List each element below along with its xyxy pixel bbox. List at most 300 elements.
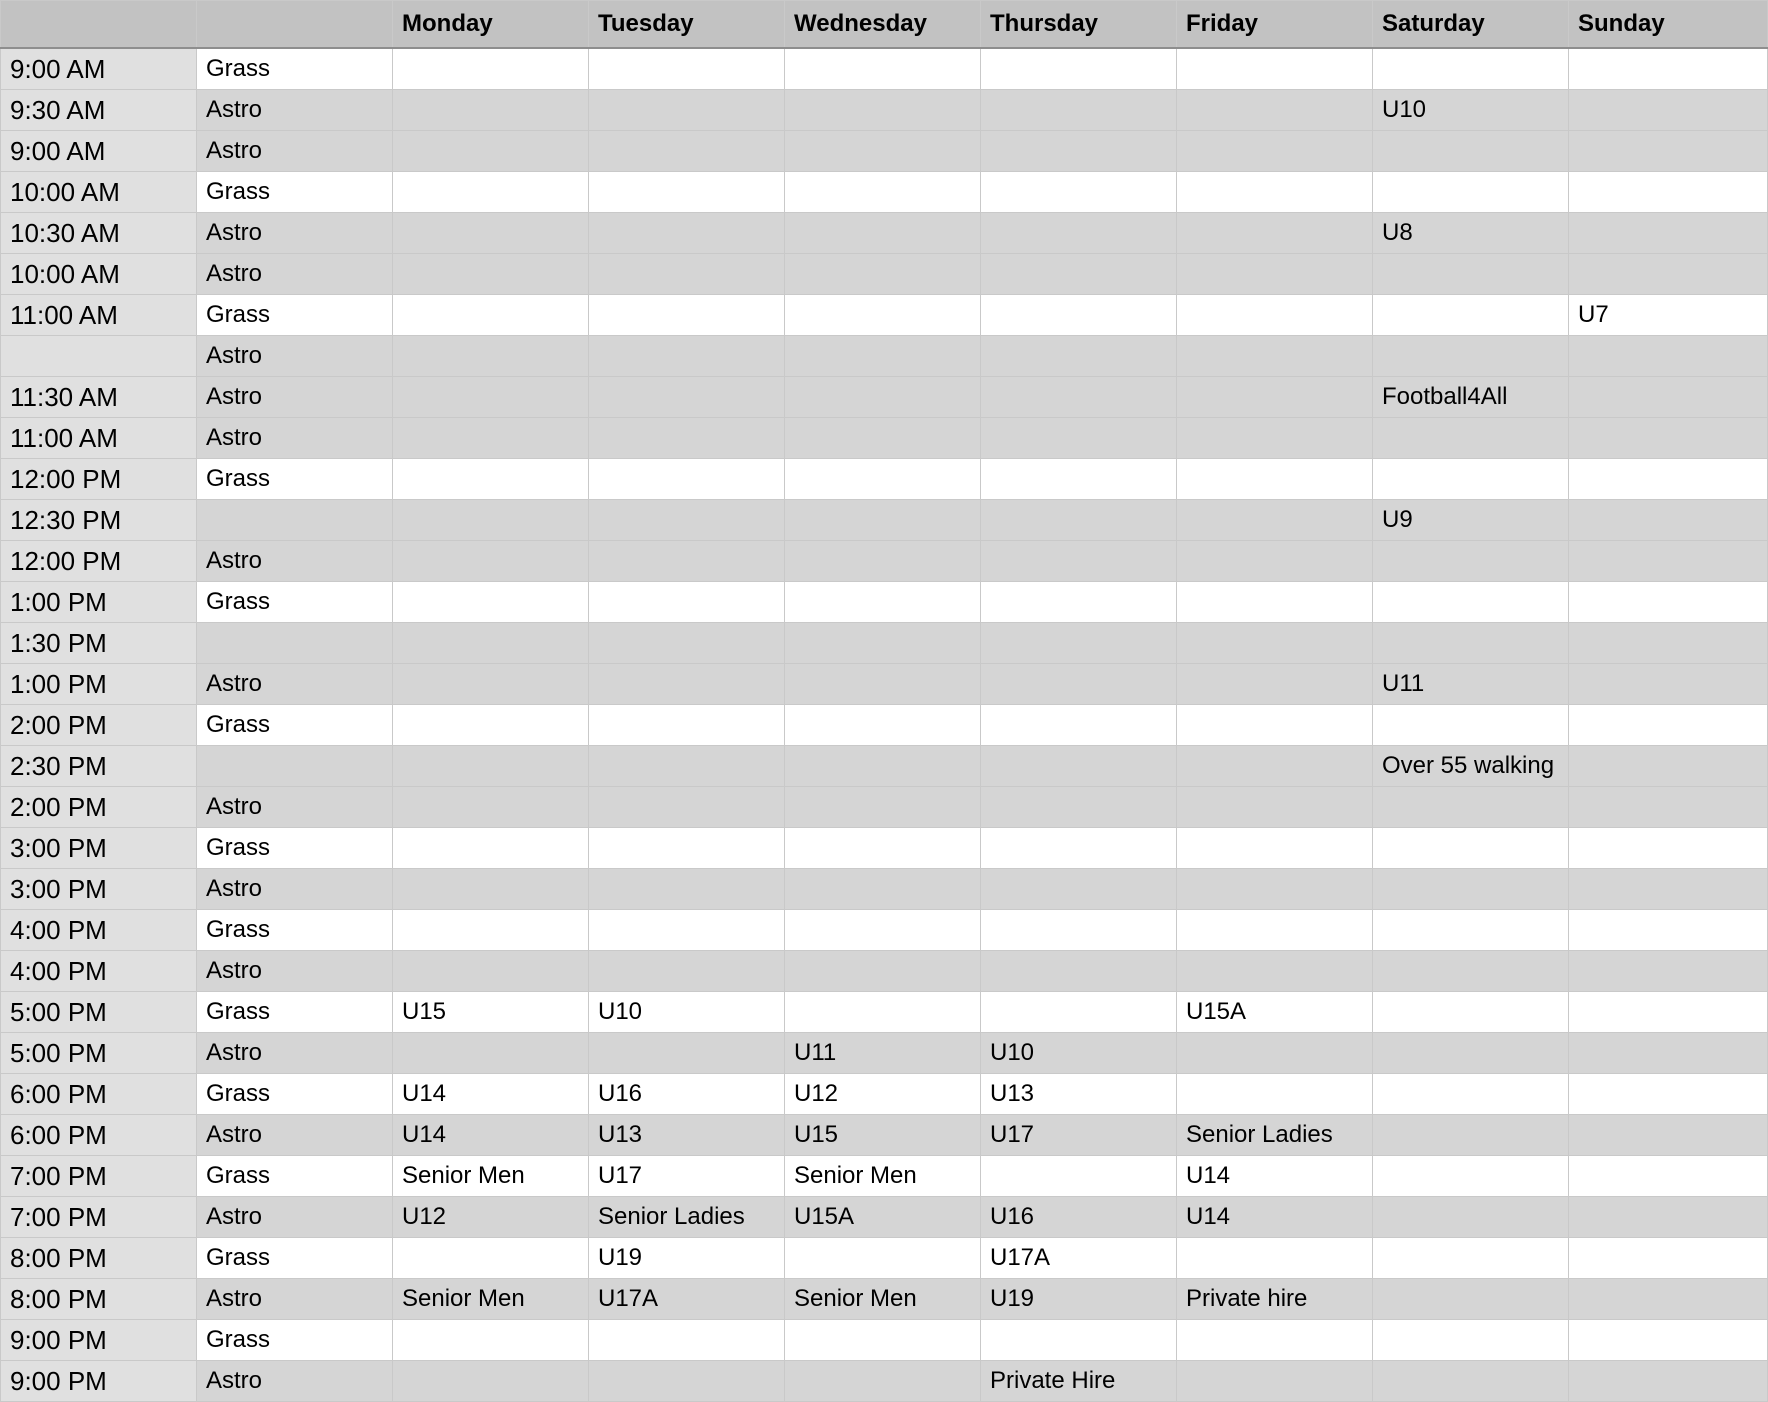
cell-monday[interactable] xyxy=(393,664,589,705)
cell-sunday[interactable] xyxy=(1569,541,1768,582)
cell-tuesday[interactable] xyxy=(589,254,785,295)
time-cell[interactable]: 1:30 PM xyxy=(1,623,197,664)
cell-friday[interactable]: Senior Ladies xyxy=(1177,1115,1373,1156)
pitch-cell[interactable]: Astro xyxy=(197,1033,393,1074)
cell-saturday[interactable] xyxy=(1373,1115,1569,1156)
time-cell[interactable]: 1:00 PM xyxy=(1,664,197,705)
cell-saturday[interactable] xyxy=(1373,951,1569,992)
cell-thursday[interactable] xyxy=(981,418,1177,459)
cell-friday[interactable] xyxy=(1177,172,1373,213)
cell-tuesday[interactable] xyxy=(589,418,785,459)
cell-monday[interactable] xyxy=(393,377,589,418)
pitch-cell[interactable]: Astro xyxy=(197,869,393,910)
cell-thursday[interactable] xyxy=(981,254,1177,295)
cell-friday[interactable] xyxy=(1177,664,1373,705)
time-cell[interactable]: 4:00 PM xyxy=(1,910,197,951)
pitch-cell[interactable]: Astro xyxy=(197,131,393,172)
cell-friday[interactable] xyxy=(1177,1320,1373,1361)
cell-sunday[interactable] xyxy=(1569,459,1768,500)
cell-friday[interactable] xyxy=(1177,90,1373,131)
cell-monday[interactable]: Senior Men xyxy=(393,1156,589,1197)
time-cell[interactable]: 2:00 PM xyxy=(1,705,197,746)
cell-monday[interactable] xyxy=(393,1033,589,1074)
cell-monday[interactable] xyxy=(393,1238,589,1279)
cell-saturday[interactable] xyxy=(1373,1279,1569,1320)
cell-tuesday[interactable] xyxy=(589,705,785,746)
cell-monday[interactable]: U14 xyxy=(393,1115,589,1156)
cell-wednesday[interactable] xyxy=(785,992,981,1033)
cell-sunday[interactable] xyxy=(1569,1197,1768,1238)
time-cell[interactable]: 1:00 PM xyxy=(1,582,197,623)
cell-sunday[interactable] xyxy=(1569,992,1768,1033)
cell-wednesday[interactable] xyxy=(785,377,981,418)
cell-tuesday[interactable] xyxy=(589,172,785,213)
cell-thursday[interactable] xyxy=(981,746,1177,787)
cell-wednesday[interactable] xyxy=(785,172,981,213)
cell-friday[interactable] xyxy=(1177,705,1373,746)
cell-sunday[interactable] xyxy=(1569,1074,1768,1115)
cell-saturday[interactable] xyxy=(1373,1361,1569,1402)
cell-tuesday[interactable] xyxy=(589,213,785,254)
cell-thursday[interactable] xyxy=(981,787,1177,828)
cell-tuesday[interactable] xyxy=(589,869,785,910)
cell-friday[interactable] xyxy=(1177,1074,1373,1115)
cell-wednesday[interactable] xyxy=(785,910,981,951)
time-cell[interactable]: 11:00 AM xyxy=(1,295,197,336)
cell-friday[interactable] xyxy=(1177,1033,1373,1074)
time-cell[interactable]: 12:00 PM xyxy=(1,541,197,582)
cell-friday[interactable]: Private hire xyxy=(1177,1279,1373,1320)
cell-thursday[interactable]: U13 xyxy=(981,1074,1177,1115)
cell-sunday[interactable] xyxy=(1569,951,1768,992)
cell-saturday[interactable] xyxy=(1373,1074,1569,1115)
time-cell[interactable]: 9:30 AM xyxy=(1,90,197,131)
header-thursday[interactable]: Thursday xyxy=(981,1,1177,49)
cell-thursday[interactable] xyxy=(981,336,1177,377)
pitch-cell[interactable]: Astro xyxy=(197,664,393,705)
cell-tuesday[interactable] xyxy=(589,131,785,172)
cell-monday[interactable] xyxy=(393,131,589,172)
cell-sunday[interactable] xyxy=(1569,869,1768,910)
pitch-cell[interactable]: Grass xyxy=(197,705,393,746)
cell-friday[interactable] xyxy=(1177,459,1373,500)
pitch-cell[interactable]: Grass xyxy=(197,295,393,336)
cell-saturday[interactable] xyxy=(1373,295,1569,336)
cell-friday[interactable] xyxy=(1177,336,1373,377)
cell-monday[interactable] xyxy=(393,623,589,664)
cell-sunday[interactable] xyxy=(1569,1361,1768,1402)
cell-thursday[interactable] xyxy=(981,582,1177,623)
cell-saturday[interactable] xyxy=(1373,582,1569,623)
cell-monday[interactable] xyxy=(393,910,589,951)
cell-tuesday[interactable] xyxy=(589,664,785,705)
cell-sunday[interactable] xyxy=(1569,1320,1768,1361)
cell-wednesday[interactable] xyxy=(785,213,981,254)
cell-sunday[interactable] xyxy=(1569,705,1768,746)
cell-friday[interactable] xyxy=(1177,418,1373,459)
cell-thursday[interactable] xyxy=(981,869,1177,910)
cell-monday[interactable] xyxy=(393,48,589,90)
header-saturday[interactable]: Saturday xyxy=(1373,1,1569,49)
pitch-cell[interactable]: Astro xyxy=(197,1279,393,1320)
pitch-cell[interactable]: Grass xyxy=(197,459,393,500)
cell-friday[interactable] xyxy=(1177,48,1373,90)
cell-tuesday[interactable] xyxy=(589,48,785,90)
cell-thursday[interactable] xyxy=(981,910,1177,951)
pitch-cell[interactable]: Grass xyxy=(197,48,393,90)
cell-wednesday[interactable] xyxy=(785,459,981,500)
cell-monday[interactable] xyxy=(393,1320,589,1361)
time-cell[interactable]: 12:00 PM xyxy=(1,459,197,500)
cell-sunday[interactable] xyxy=(1569,377,1768,418)
cell-saturday[interactable] xyxy=(1373,869,1569,910)
time-cell[interactable]: 3:00 PM xyxy=(1,869,197,910)
cell-monday[interactable] xyxy=(393,869,589,910)
cell-sunday[interactable] xyxy=(1569,623,1768,664)
cell-sunday[interactable] xyxy=(1569,746,1768,787)
cell-saturday[interactable]: U11 xyxy=(1373,664,1569,705)
cell-sunday[interactable] xyxy=(1569,500,1768,541)
cell-saturday[interactable] xyxy=(1373,1156,1569,1197)
cell-friday[interactable] xyxy=(1177,787,1373,828)
cell-monday[interactable]: Senior Men xyxy=(393,1279,589,1320)
cell-monday[interactable] xyxy=(393,828,589,869)
time-cell[interactable] xyxy=(1,336,197,377)
cell-tuesday[interactable] xyxy=(589,582,785,623)
cell-thursday[interactable] xyxy=(981,705,1177,746)
cell-thursday[interactable] xyxy=(981,541,1177,582)
time-cell[interactable]: 9:00 PM xyxy=(1,1320,197,1361)
pitch-cell[interactable]: Grass xyxy=(197,1320,393,1361)
cell-tuesday[interactable]: U16 xyxy=(589,1074,785,1115)
cell-friday[interactable] xyxy=(1177,500,1373,541)
cell-thursday[interactable] xyxy=(981,992,1177,1033)
cell-thursday[interactable] xyxy=(981,459,1177,500)
cell-sunday[interactable] xyxy=(1569,336,1768,377)
time-cell[interactable]: 2:30 PM xyxy=(1,746,197,787)
cell-wednesday[interactable]: Senior Men xyxy=(785,1156,981,1197)
cell-sunday[interactable] xyxy=(1569,131,1768,172)
cell-saturday[interactable] xyxy=(1373,705,1569,746)
cell-friday[interactable] xyxy=(1177,377,1373,418)
time-cell[interactable]: 5:00 PM xyxy=(1,1033,197,1074)
cell-friday[interactable] xyxy=(1177,1238,1373,1279)
header-wednesday[interactable]: Wednesday xyxy=(785,1,981,49)
time-cell[interactable]: 6:00 PM xyxy=(1,1115,197,1156)
cell-friday[interactable] xyxy=(1177,541,1373,582)
cell-wednesday[interactable]: U12 xyxy=(785,1074,981,1115)
cell-saturday[interactable] xyxy=(1373,828,1569,869)
time-cell[interactable]: 8:00 PM xyxy=(1,1238,197,1279)
cell-wednesday[interactable] xyxy=(785,623,981,664)
cell-wednesday[interactable] xyxy=(785,254,981,295)
cell-wednesday[interactable] xyxy=(785,131,981,172)
cell-saturday[interactable] xyxy=(1373,1197,1569,1238)
cell-sunday[interactable] xyxy=(1569,48,1768,90)
cell-saturday[interactable] xyxy=(1373,418,1569,459)
cell-tuesday[interactable] xyxy=(589,500,785,541)
cell-sunday[interactable] xyxy=(1569,910,1768,951)
cell-tuesday[interactable] xyxy=(589,1033,785,1074)
cell-saturday[interactable] xyxy=(1373,336,1569,377)
cell-saturday[interactable] xyxy=(1373,1238,1569,1279)
pitch-cell[interactable]: Astro xyxy=(197,1361,393,1402)
cell-saturday[interactable]: U10 xyxy=(1373,90,1569,131)
header-tuesday[interactable]: Tuesday xyxy=(589,1,785,49)
time-cell[interactable]: 10:00 AM xyxy=(1,254,197,295)
cell-thursday[interactable] xyxy=(981,951,1177,992)
pitch-cell[interactable]: Grass xyxy=(197,582,393,623)
pitch-cell[interactable]: Astro xyxy=(197,418,393,459)
time-cell[interactable]: 11:00 AM xyxy=(1,418,197,459)
cell-sunday[interactable] xyxy=(1569,1115,1768,1156)
time-cell[interactable]: 12:30 PM xyxy=(1,500,197,541)
cell-tuesday[interactable]: U17A xyxy=(589,1279,785,1320)
cell-tuesday[interactable] xyxy=(589,1320,785,1361)
cell-tuesday[interactable] xyxy=(589,90,785,131)
cell-tuesday[interactable] xyxy=(589,459,785,500)
cell-monday[interactable]: U15 xyxy=(393,992,589,1033)
pitch-cell[interactable]: Grass xyxy=(197,910,393,951)
cell-tuesday[interactable] xyxy=(589,295,785,336)
cell-saturday[interactable] xyxy=(1373,254,1569,295)
cell-thursday[interactable]: U17A xyxy=(981,1238,1177,1279)
cell-saturday[interactable] xyxy=(1373,787,1569,828)
cell-monday[interactable] xyxy=(393,582,589,623)
cell-wednesday[interactable]: U15 xyxy=(785,1115,981,1156)
cell-friday[interactable] xyxy=(1177,746,1373,787)
cell-monday[interactable]: U12 xyxy=(393,1197,589,1238)
cell-monday[interactable] xyxy=(393,1361,589,1402)
cell-sunday[interactable] xyxy=(1569,1033,1768,1074)
pitch-cell[interactable]: Astro xyxy=(197,90,393,131)
pitch-cell[interactable]: Astro xyxy=(197,541,393,582)
cell-thursday[interactable] xyxy=(981,500,1177,541)
cell-sunday[interactable] xyxy=(1569,254,1768,295)
cell-wednesday[interactable] xyxy=(785,48,981,90)
cell-wednesday[interactable] xyxy=(785,664,981,705)
time-cell[interactable]: 4:00 PM xyxy=(1,951,197,992)
time-cell[interactable]: 6:00 PM xyxy=(1,1074,197,1115)
cell-wednesday[interactable]: U15A xyxy=(785,1197,981,1238)
cell-wednesday[interactable] xyxy=(785,1320,981,1361)
cell-wednesday[interactable] xyxy=(785,828,981,869)
cell-tuesday[interactable]: U19 xyxy=(589,1238,785,1279)
cell-thursday[interactable] xyxy=(981,1320,1177,1361)
cell-monday[interactable] xyxy=(393,172,589,213)
cell-friday[interactable] xyxy=(1177,910,1373,951)
pitch-cell[interactable]: Astro xyxy=(197,787,393,828)
cell-sunday[interactable] xyxy=(1569,1156,1768,1197)
cell-sunday[interactable] xyxy=(1569,664,1768,705)
cell-friday[interactable] xyxy=(1177,828,1373,869)
pitch-cell[interactable]: Astro xyxy=(197,951,393,992)
pitch-cell[interactable] xyxy=(197,623,393,664)
pitch-cell[interactable]: Astro xyxy=(197,377,393,418)
time-cell[interactable]: 5:00 PM xyxy=(1,992,197,1033)
cell-friday[interactable] xyxy=(1177,869,1373,910)
cell-sunday[interactable] xyxy=(1569,172,1768,213)
cell-tuesday[interactable]: U10 xyxy=(589,992,785,1033)
cell-wednesday[interactable] xyxy=(785,951,981,992)
time-cell[interactable]: 9:00 PM xyxy=(1,1361,197,1402)
cell-thursday[interactable] xyxy=(981,172,1177,213)
cell-wednesday[interactable] xyxy=(785,1361,981,1402)
cell-monday[interactable] xyxy=(393,213,589,254)
time-cell[interactable]: 3:00 PM xyxy=(1,828,197,869)
cell-thursday[interactable] xyxy=(981,131,1177,172)
cell-monday[interactable] xyxy=(393,746,589,787)
header-monday[interactable]: Monday xyxy=(393,1,589,49)
cell-saturday[interactable]: Football4All xyxy=(1373,377,1569,418)
pitch-cell[interactable]: Grass xyxy=(197,1074,393,1115)
cell-friday[interactable] xyxy=(1177,131,1373,172)
cell-monday[interactable] xyxy=(393,951,589,992)
cell-tuesday[interactable] xyxy=(589,828,785,869)
cell-saturday[interactable]: U8 xyxy=(1373,213,1569,254)
cell-tuesday[interactable] xyxy=(589,336,785,377)
cell-tuesday[interactable] xyxy=(589,951,785,992)
header-pitch-cell[interactable] xyxy=(197,1,393,49)
cell-thursday[interactable] xyxy=(981,1156,1177,1197)
cell-wednesday[interactable]: U11 xyxy=(785,1033,981,1074)
cell-wednesday[interactable] xyxy=(785,1238,981,1279)
cell-friday[interactable] xyxy=(1177,254,1373,295)
cell-friday[interactable] xyxy=(1177,213,1373,254)
cell-saturday[interactable] xyxy=(1373,172,1569,213)
cell-thursday[interactable]: U17 xyxy=(981,1115,1177,1156)
cell-thursday[interactable]: U16 xyxy=(981,1197,1177,1238)
time-cell[interactable]: 11:30 AM xyxy=(1,377,197,418)
cell-sunday[interactable] xyxy=(1569,582,1768,623)
cell-monday[interactable] xyxy=(393,295,589,336)
time-cell[interactable]: 8:00 PM xyxy=(1,1279,197,1320)
cell-friday[interactable] xyxy=(1177,295,1373,336)
pitch-cell[interactable]: Grass xyxy=(197,172,393,213)
pitch-cell[interactable]: Astro xyxy=(197,336,393,377)
cell-tuesday[interactable] xyxy=(589,787,785,828)
pitch-cell[interactable]: Astro xyxy=(197,213,393,254)
cell-sunday[interactable] xyxy=(1569,787,1768,828)
cell-wednesday[interactable] xyxy=(785,295,981,336)
pitch-cell[interactable]: Grass xyxy=(197,1238,393,1279)
cell-sunday[interactable] xyxy=(1569,828,1768,869)
cell-saturday[interactable] xyxy=(1373,910,1569,951)
pitch-cell[interactable] xyxy=(197,500,393,541)
pitch-cell[interactable] xyxy=(197,746,393,787)
time-cell[interactable]: 10:30 AM xyxy=(1,213,197,254)
pitch-cell[interactable]: Astro xyxy=(197,254,393,295)
cell-sunday[interactable] xyxy=(1569,213,1768,254)
cell-thursday[interactable] xyxy=(981,90,1177,131)
cell-wednesday[interactable]: Senior Men xyxy=(785,1279,981,1320)
cell-monday[interactable] xyxy=(393,336,589,377)
pitch-cell[interactable]: Astro xyxy=(197,1197,393,1238)
cell-friday[interactable] xyxy=(1177,1361,1373,1402)
cell-thursday[interactable]: Private Hire xyxy=(981,1361,1177,1402)
time-cell[interactable]: 2:00 PM xyxy=(1,787,197,828)
cell-wednesday[interactable] xyxy=(785,787,981,828)
cell-tuesday[interactable]: U17 xyxy=(589,1156,785,1197)
header-sunday[interactable]: Sunday xyxy=(1569,1,1768,49)
time-cell[interactable]: 9:00 AM xyxy=(1,131,197,172)
cell-sunday[interactable] xyxy=(1569,90,1768,131)
cell-monday[interactable] xyxy=(393,459,589,500)
cell-tuesday[interactable] xyxy=(589,1361,785,1402)
time-cell[interactable]: 7:00 PM xyxy=(1,1156,197,1197)
cell-saturday[interactable]: U9 xyxy=(1373,500,1569,541)
cell-tuesday[interactable]: Senior Ladies xyxy=(589,1197,785,1238)
cell-friday[interactable] xyxy=(1177,951,1373,992)
cell-friday[interactable] xyxy=(1177,582,1373,623)
cell-monday[interactable] xyxy=(393,90,589,131)
cell-friday[interactable]: U15A xyxy=(1177,992,1373,1033)
pitch-cell[interactable]: Grass xyxy=(197,992,393,1033)
cell-friday[interactable] xyxy=(1177,623,1373,664)
cell-sunday[interactable] xyxy=(1569,418,1768,459)
cell-wednesday[interactable] xyxy=(785,336,981,377)
cell-wednesday[interactable] xyxy=(785,90,981,131)
cell-sunday[interactable] xyxy=(1569,1238,1768,1279)
cell-monday[interactable] xyxy=(393,705,589,746)
cell-thursday[interactable] xyxy=(981,828,1177,869)
cell-wednesday[interactable] xyxy=(785,746,981,787)
cell-saturday[interactable] xyxy=(1373,1033,1569,1074)
cell-sunday[interactable] xyxy=(1569,1279,1768,1320)
cell-saturday[interactable] xyxy=(1373,459,1569,500)
cell-tuesday[interactable] xyxy=(589,541,785,582)
pitch-cell[interactable]: Grass xyxy=(197,1156,393,1197)
cell-monday[interactable] xyxy=(393,541,589,582)
cell-thursday[interactable]: U19 xyxy=(981,1279,1177,1320)
header-friday[interactable]: Friday xyxy=(1177,1,1373,49)
cell-tuesday[interactable] xyxy=(589,623,785,664)
cell-saturday[interactable] xyxy=(1373,1320,1569,1361)
cell-friday[interactable]: U14 xyxy=(1177,1197,1373,1238)
cell-wednesday[interactable] xyxy=(785,582,981,623)
cell-monday[interactable] xyxy=(393,254,589,295)
cell-sunday[interactable]: U7 xyxy=(1569,295,1768,336)
cell-saturday[interactable] xyxy=(1373,131,1569,172)
cell-tuesday[interactable] xyxy=(589,746,785,787)
cell-monday[interactable] xyxy=(393,418,589,459)
cell-thursday[interactable] xyxy=(981,664,1177,705)
cell-tuesday[interactable] xyxy=(589,377,785,418)
cell-thursday[interactable] xyxy=(981,48,1177,90)
cell-monday[interactable]: U14 xyxy=(393,1074,589,1115)
time-cell[interactable]: 7:00 PM xyxy=(1,1197,197,1238)
cell-wednesday[interactable] xyxy=(785,541,981,582)
cell-tuesday[interactable] xyxy=(589,910,785,951)
cell-monday[interactable] xyxy=(393,787,589,828)
cell-thursday[interactable] xyxy=(981,623,1177,664)
cell-tuesday[interactable]: U13 xyxy=(589,1115,785,1156)
time-cell[interactable]: 10:00 AM xyxy=(1,172,197,213)
time-cell[interactable]: 9:00 AM xyxy=(1,48,197,90)
cell-saturday[interactable] xyxy=(1373,623,1569,664)
cell-thursday[interactable]: U10 xyxy=(981,1033,1177,1074)
cell-saturday[interactable]: Over 55 walking xyxy=(1373,746,1569,787)
cell-thursday[interactable] xyxy=(981,377,1177,418)
cell-friday[interactable]: U14 xyxy=(1177,1156,1373,1197)
cell-saturday[interactable] xyxy=(1373,48,1569,90)
cell-thursday[interactable] xyxy=(981,213,1177,254)
cell-wednesday[interactable] xyxy=(785,705,981,746)
pitch-cell[interactable]: Grass xyxy=(197,828,393,869)
cell-saturday[interactable] xyxy=(1373,992,1569,1033)
cell-saturday[interactable] xyxy=(1373,541,1569,582)
cell-wednesday[interactable] xyxy=(785,418,981,459)
